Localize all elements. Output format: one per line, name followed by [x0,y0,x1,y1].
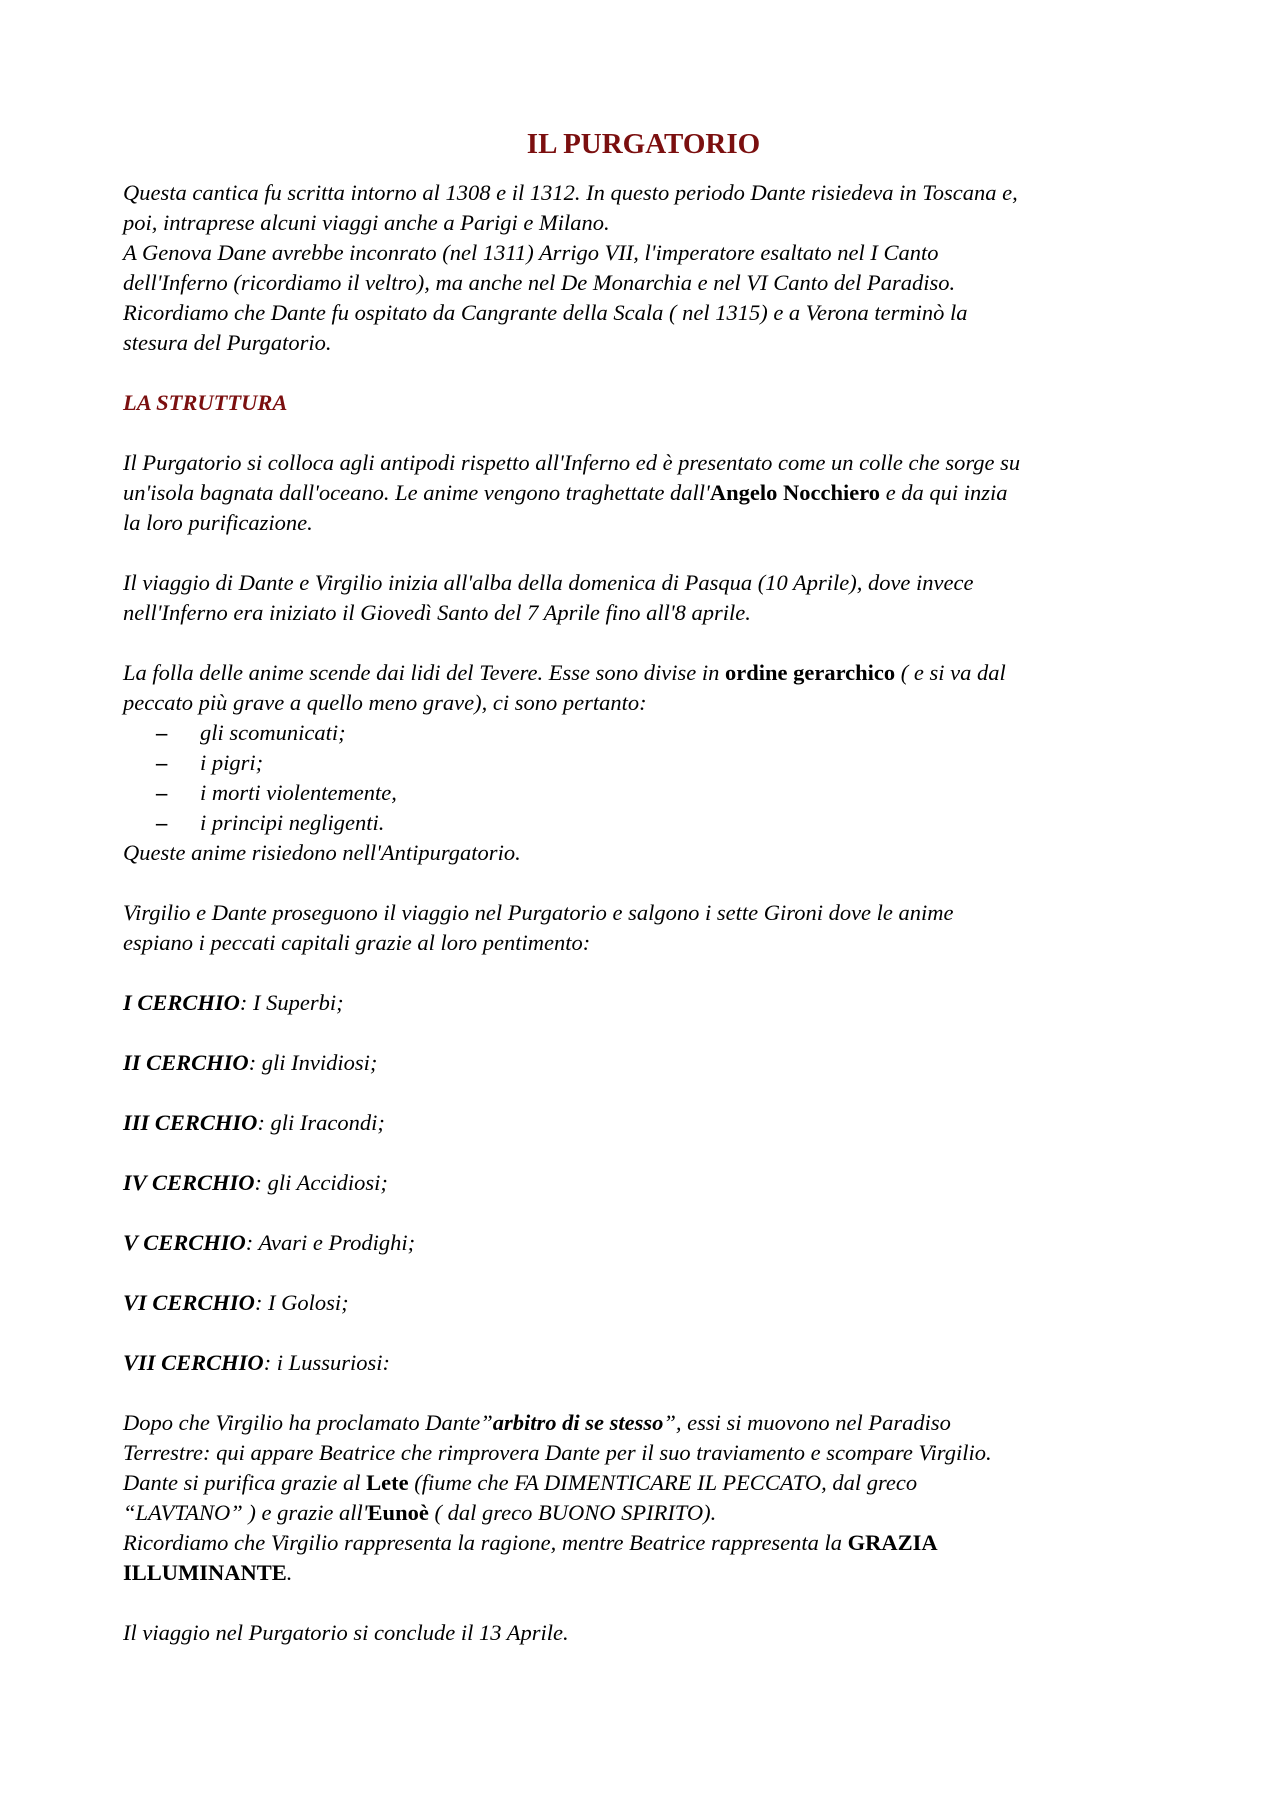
page-title: IL PURGATORIO [526,128,761,160]
text-line: La folla delle anime scende dai lidi del Tevere. Esse sono divise in ordine gerarchico ( e si va dal [123,660,1006,685]
text-line: espiano i peccati capitali grazie al loro pentimento: [123,930,591,955]
intro-paragraph [123,178,1160,358]
text-line: la loro purificazione. [123,510,313,535]
spacer [123,1198,1160,1228]
spacer [123,868,1160,898]
spacer [123,1258,1160,1288]
dash-bullet-icon: – [156,780,168,805]
text-line: Virgilio e Dante proseguono il viaggio nel Purgatorio e salgono i sette Gironi dove le anime [123,900,954,925]
intro-line: poi, intraprese alcuni viaggi anche a Parigi e Milano. [123,210,610,235]
text-line: Dante si purifica grazie al Lete (fiume che FA DIMENTICARE IL PECCATO, dal greco [123,1470,918,1495]
finale-paragraph [123,1408,1160,1588]
cerchio-label: IV CERCHIO [123,1170,255,1195]
intro-line: Ricordiamo che Dante fu ospitato da Cangrante della Scala ( nel 1315) e a Verona terminò la [123,300,968,325]
cerchio-line: VI CERCHIO: I Golosi; [123,1290,349,1315]
spacer [123,1078,1160,1108]
spacer [123,1588,1160,1618]
text-line: “LAVTANO” ) e grazie all'Eunoè ( dal greco BUONO SPIRITO). [123,1500,717,1525]
text-line: Dopo che Virgilio ha proclamato Dante”arbitro di se stesso”, essi si muovono nel Paradiso [123,1410,951,1435]
dash-bullet-icon: – [156,720,168,745]
cerchio-label: VII CERCHIO [123,1350,264,1375]
text-line: Queste anime risiedono nell'Antipurgatorio. [123,840,521,865]
spacer [123,628,1160,658]
dash-bullet-icon: – [156,810,168,835]
intro-line: Questa cantica fu scritta intorno al 1308 e il 1312. In questo periodo Dante risiedeva in Toscana e, [123,180,1018,205]
section-heading: LA STRUTTURA [123,390,288,415]
gironi-paragraph [123,898,1160,958]
spacer [123,958,1160,988]
spacer [123,1018,1160,1048]
text-line: ILLUMINANTE. [123,1560,293,1585]
cerchio-line: I CERCHIO: I Superbi; [123,990,344,1015]
spacer [123,358,1160,388]
text-line: peccato più grave a quello meno grave), ci sono pertanto: [123,690,647,715]
text-line: Il Purgatorio si colloca agli antipodi rispetto all'Inferno ed è presentato come un colle che sorge su [123,450,1021,475]
spacer [123,418,1160,448]
cerchio-line: III CERCHIO: gli Iracondi; [123,1110,385,1135]
spacer [123,1138,1160,1168]
cerchio-label: VI CERCHIO [123,1290,255,1315]
cerchio-line: II CERCHIO: gli Invidiosi; [123,1050,378,1075]
cerchio-label: II CERCHIO [123,1050,249,1075]
list-item: – i principi negligenti. [156,808,1160,838]
intro-line: A Genova Dane avrebbe inconrato (nel 1311) Arrigo VII, l'imperatore esaltato nel I Canto [123,240,939,265]
text-line: Il viaggio di Dante e Virgilio inizia all'alba della domenica di Pasqua (10 Aprile), dove invece [123,570,974,595]
spacer [123,538,1160,568]
cerchio-line: IV CERCHIO: gli Accidiosi; [123,1170,388,1195]
cerchio-line: VII CERCHIO: i Lussuriosi: [123,1350,390,1375]
intro-line: dell'Inferno (ricordiamo il veltro), ma anche nel De Monarchia e nel VI Canto del Paradiso. [123,270,956,295]
cerchio-line: V CERCHIO: Avari e Prodighi; [123,1230,416,1255]
cerchio-label: I CERCHIO [123,990,240,1015]
intro-line: stesura del Purgatorio. [123,330,332,355]
bold-term: ordine gerarchico [725,660,896,685]
souls-list [123,718,1160,838]
bold-term: arbitro di se stesso [492,1410,664,1435]
text-line: Ricordiamo che Virgilio rappresenta la ragione, mentre Beatrice rappresenta la GRAZIA [123,1530,938,1555]
cerchio-label: V CERCHIO [123,1230,246,1255]
struttura-paragraph-2 [123,568,1160,628]
bold-term: Angelo Nocchiero [709,480,881,505]
bold-term: Lete [366,1470,409,1495]
list-item: – gli scomunicati; [156,718,1160,748]
dash-bullet-icon: – [156,750,168,775]
cerchio-label: III CERCHIO [123,1110,258,1135]
bold-term: ILLUMINANTE [123,1560,287,1585]
text-line: Terrestre: qui appare Beatrice che rimprovera Dante per il suo traviamento e scompare Virgilio. [123,1440,992,1465]
text-line: un'isola bagnata dall'oceano. Le anime vengono traghettate dall'Angelo Nocchiero e da qui inzia [123,480,1008,505]
list-item: – i morti violentemente, [156,778,1160,808]
bold-term: GRAZIA [847,1530,938,1555]
spacer [123,1378,1160,1408]
bold-term: Eunoè [367,1500,429,1525]
text-line: nell'Inferno era iniziato il Giovedì Santo del 7 Aprile fino all'8 aprile. [123,600,751,625]
conclusion-line: Il viaggio nel Purgatorio si conclude il 13 Aprile. [123,1620,569,1645]
list-item: – i pigri; [156,748,1160,778]
spacer [123,1318,1160,1348]
struttura-paragraph-3 [123,658,1160,718]
struttura-paragraph-1 [123,448,1160,538]
